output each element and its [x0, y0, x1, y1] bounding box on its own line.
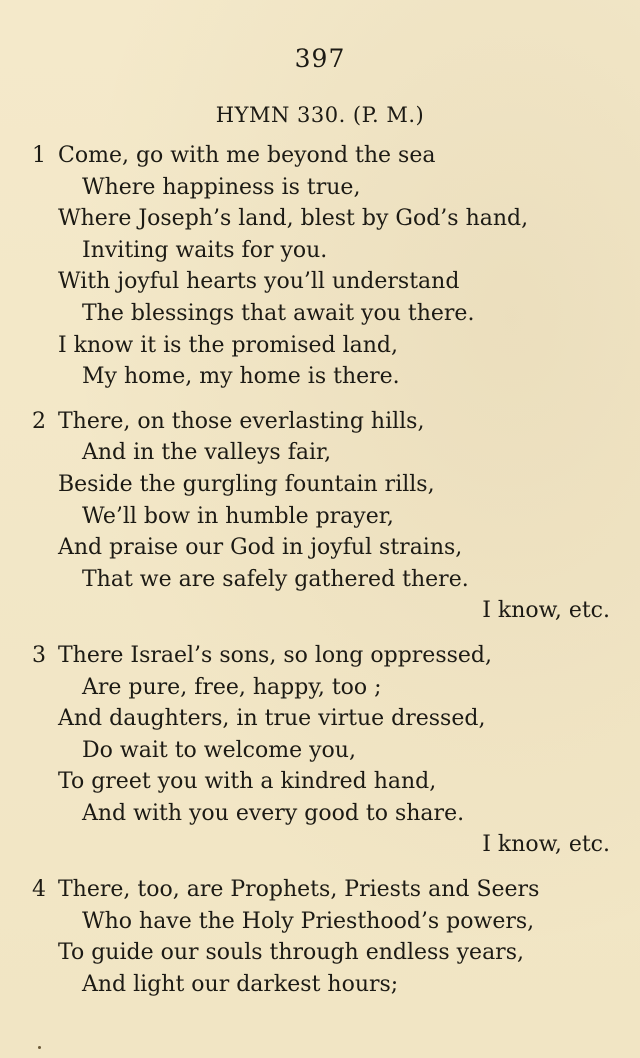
verse-line: There Israel’s sons, so long oppressed, [58, 642, 492, 668]
verse-number: 1 [32, 143, 46, 168]
verse-4 [0, 874, 640, 1000]
refrain-marker: I know, etc. [482, 832, 610, 858]
hymn-title: HYMN 330. (P. M.) [215, 103, 425, 127]
verse-line: That we are safely gathered there. [82, 566, 469, 592]
verse-line: And with you every good to share. [82, 800, 465, 826]
verse-line: And in the valleys fair, [82, 440, 332, 466]
verse-line: The blessings that await you there. [82, 300, 475, 326]
verse-3 [0, 640, 640, 861]
verse-line: Come, go with me beyond the sea [58, 143, 436, 168]
verse-line: My home, my home is there. [82, 364, 400, 390]
verse-line: There, on those everlasting hills, [58, 408, 425, 434]
verse-line: Where Joseph’s land, blest by God’s hand, [58, 206, 529, 232]
verse-line: Where happiness is true, [82, 174, 361, 200]
verse-line: With joyful hearts you’ll understand [58, 269, 460, 295]
verse-line: We’ll bow in humble prayer, [82, 503, 394, 529]
verse-line: There, too, are Prophets, Priests and Seers [58, 877, 540, 903]
verse-line: To greet you with a kindred hand, [58, 769, 437, 795]
verse-line: Beside the gurgling fountain rills, [58, 471, 435, 497]
verse-line: And daughters, in true virtue dressed, [58, 706, 486, 732]
verse-line: I know it is the promised land, [58, 332, 398, 358]
verse-number: 4 [32, 877, 46, 903]
page-number: 397 [294, 44, 346, 73]
verse-line: Do wait to welcome you, [82, 737, 356, 763]
verse-line: To guide our souls through endless years, [58, 940, 524, 966]
verses [0, 140, 640, 1013]
refrain-marker: I know, etc. [482, 598, 610, 624]
verse-line: Inviting waits for you. [82, 237, 328, 263]
verse-number: 2 [32, 408, 46, 434]
verse-line: Are pure, free, happy, too ; [82, 674, 382, 700]
verse-2 [0, 406, 640, 627]
print-speck [38, 1046, 41, 1049]
verse-number: 3 [32, 642, 46, 668]
verse-1 [0, 140, 640, 393]
verse-line: And praise our God in joyful strains, [58, 535, 463, 561]
verse-line: Who have the Holy Priesthood’s powers, [82, 908, 535, 934]
verse-line: And light our darkest hours; [82, 971, 399, 997]
